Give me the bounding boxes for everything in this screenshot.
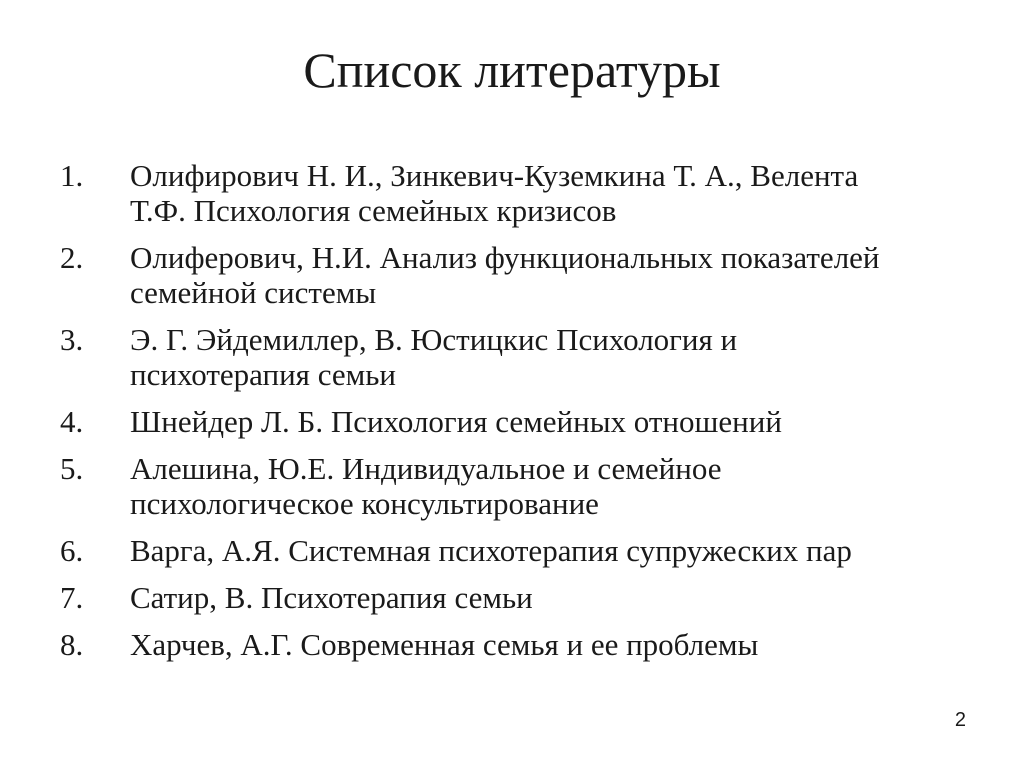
list-item-number: 4. bbox=[60, 404, 84, 439]
list-item-text: Алешина, Ю.Е. Индивидуальное и семейное психологическое консультирование bbox=[130, 451, 722, 521]
list-item-number: 1. bbox=[60, 158, 84, 193]
list-item bbox=[60, 322, 980, 392]
reference-list bbox=[60, 158, 980, 674]
list-item-text: Харчев, А.Г. Современная семья и ее проблемы bbox=[130, 627, 759, 662]
list-item-text: Шнейдер Л. Б. Психология семейных отношений bbox=[130, 404, 782, 439]
list-item bbox=[60, 627, 980, 662]
page-title: Список литературы bbox=[303, 42, 721, 98]
list-item-number: 7. bbox=[60, 580, 84, 615]
list-item-text: Э. Г. Эйдемиллер, В. Юстицкис Психология и психотерапия семьи bbox=[130, 322, 738, 392]
list-item-number: 6. bbox=[60, 533, 84, 568]
list-item-number: 3. bbox=[60, 322, 84, 357]
list-item bbox=[60, 451, 980, 521]
list-item-text: Олифирович Н. И., Зинкевич-Куземкина Т. А., Велента Т.Ф. Психология семейных кризисов bbox=[130, 158, 859, 228]
list-item bbox=[60, 158, 980, 228]
page-number: 2 bbox=[954, 709, 966, 731]
list-item-number: 5. bbox=[60, 451, 84, 486]
list-item bbox=[60, 240, 980, 310]
list-item-text: Сатир, В. Психотерапия семьи bbox=[130, 580, 533, 615]
list-item bbox=[60, 533, 980, 568]
list-item bbox=[60, 404, 980, 439]
list-item-text: Варга, А.Я. Системная психотерапия супружеских пар bbox=[130, 533, 852, 568]
list-item-number: 8. bbox=[60, 627, 84, 662]
list-item bbox=[60, 580, 980, 615]
list-item-text: Олиферович, Н.И. Анализ функциональных показателей семейной системы bbox=[130, 240, 880, 310]
list-item-number: 2. bbox=[60, 240, 84, 275]
